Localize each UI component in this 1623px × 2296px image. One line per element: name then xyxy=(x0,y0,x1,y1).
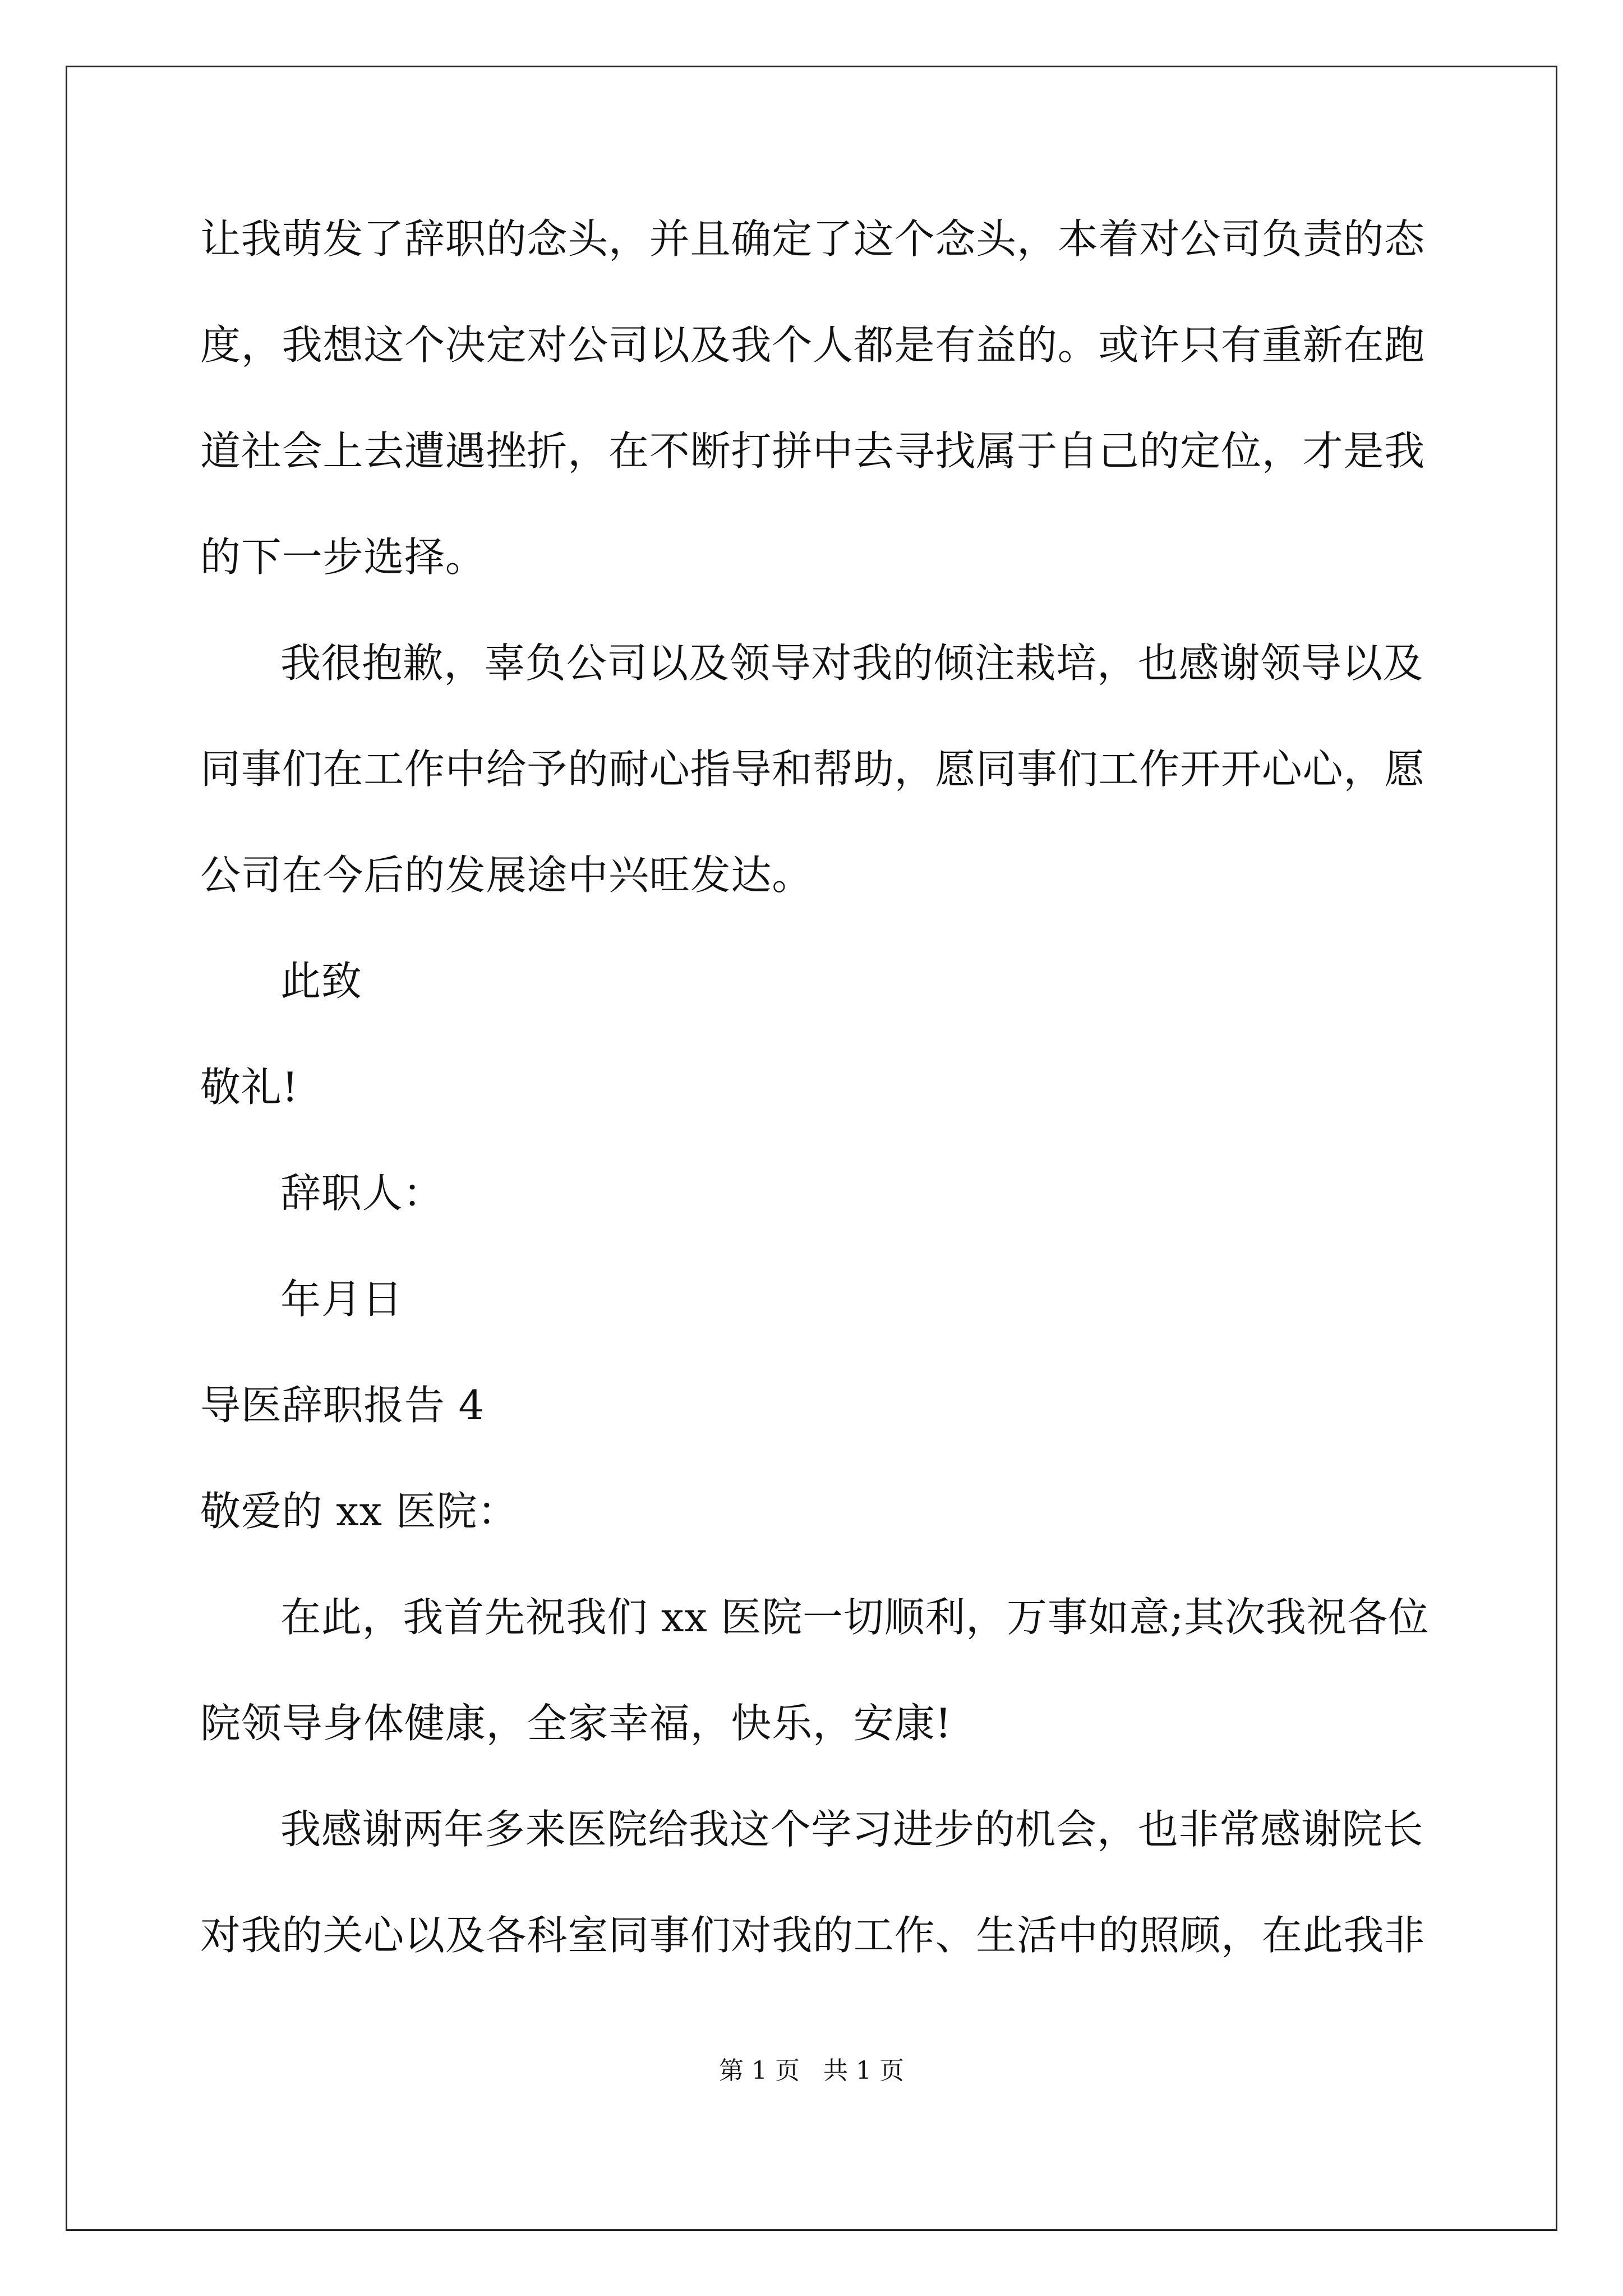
text-line: 道社会上去遭遇挫折，在不断打拼中去寻找属于自己的定位，才是我 xyxy=(200,427,1426,475)
text-line: 院领导身体健康，全家幸福，快乐，安康! xyxy=(200,1700,952,1747)
text-line: 公司在今后的发展途中兴旺发达。 xyxy=(200,852,813,899)
signature-label: 辞职人： xyxy=(280,1170,444,1217)
closing-regards: 敬礼! xyxy=(200,1064,299,1111)
closing-salutation: 此致 xyxy=(280,958,362,1005)
text-line: 同事们在工作中给予的耐心指导和帮助，愿同事们工作开开心心，愿 xyxy=(200,746,1426,793)
document-body xyxy=(200,215,1430,2021)
section-title: 导医辞职报告 4 xyxy=(200,1382,485,1429)
text-line: 让我萌发了辞职的念头，并且确定了这个念头，本着对公司负责的态 xyxy=(200,215,1426,263)
letter-greeting: 敬爱的 xx 医院： xyxy=(200,1488,518,1535)
text-line: 在此，我首先祝我们 xx 医院一切顺利，万事如意;其次我祝各位 xyxy=(280,1594,1430,1641)
page-footer: 第 1 页 共 1 页 xyxy=(719,2056,904,2085)
text-line: 度，我想这个决定对公司以及我个人都是有益的。或许只有重新在跑 xyxy=(200,321,1426,369)
date-label: 年月日 xyxy=(280,1276,403,1323)
text-line: 的下一步选择。 xyxy=(200,533,486,581)
text-line: 对我的关心以及各科室同事们对我的工作、生活中的照顾，在此我非 xyxy=(200,1912,1426,1959)
text-line: 我感谢两年多来医院给我这个学习进步的机会，也非常感谢院长 xyxy=(280,1806,1424,1853)
text-line: 我很抱歉，辜负公司以及领导对我的倾注栽培，也感谢领导以及 xyxy=(280,639,1424,687)
